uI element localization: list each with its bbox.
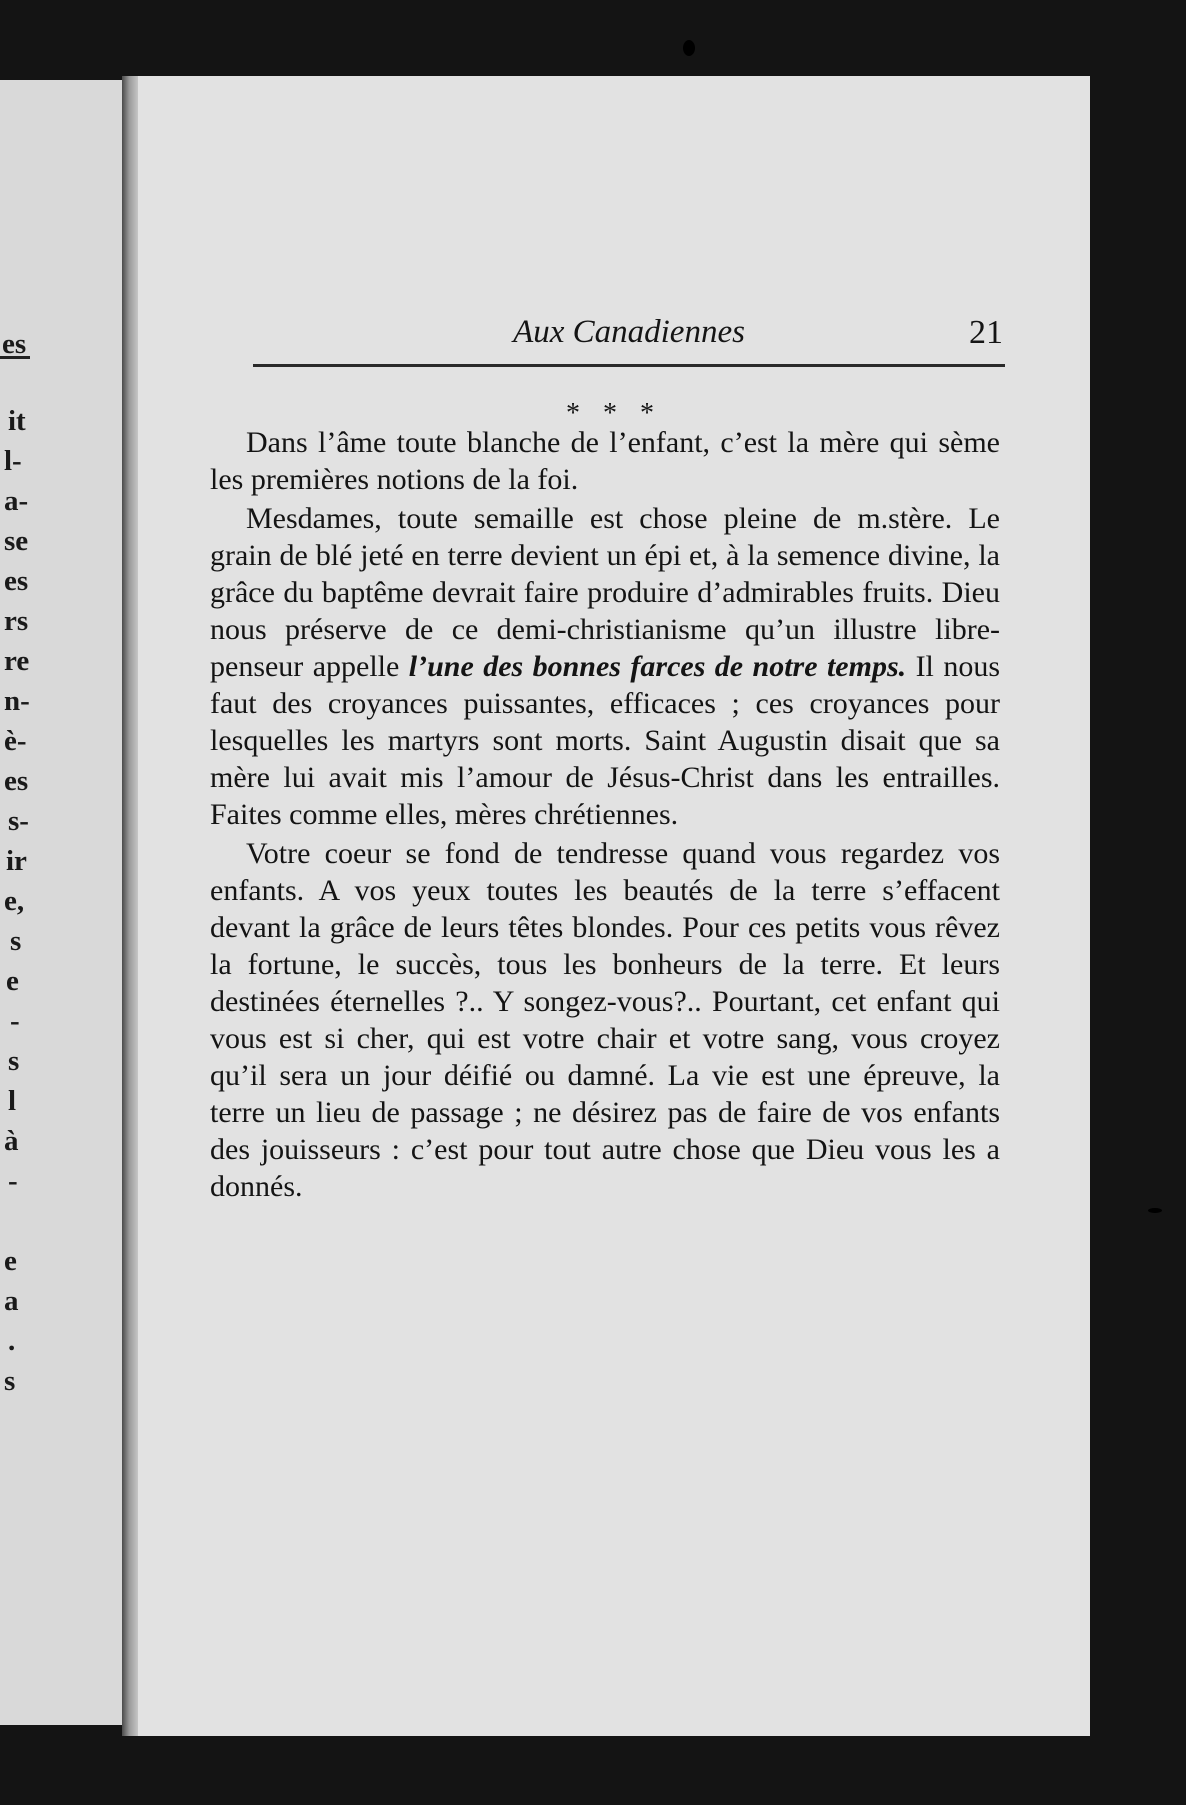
left-page-fragment: è- [4,725,27,757]
quoted-phrase: l’une des bonnes farces de notre temps. [408,650,907,683]
paragraph-1: Dans l’âme toute blanche de l’enfant, c’est la mère qui sème les premières notions de la foi. [210,426,1000,496]
left-page-fragment: à [4,1125,19,1157]
left-page-fragment: es [2,328,27,360]
left-page-fragment: . [8,1325,16,1357]
body-text [210,424,1000,1205]
left-page-fragment: it [8,405,26,437]
left-page-fragment: e, [4,885,25,917]
left-page-fragment: n- [4,685,30,717]
section-break: * * * [566,398,662,429]
left-page-fragment: - [8,1165,18,1197]
paragraph-3: Votre coeur se fond de tendresse quand vous regardez vos enfants. A vos yeux toutes les beautés de la terre s’effacent devant la grâce de leurs têtes blondes. Pour ces petits vous rêvez la fortune, le succès, tous les bonheurs de la terre. Et leurs destinées éternelles ?.. Y songez-vous?.. Pourtant, cet enfant qui vous est si cher, qui est votre chair et votre sang, vous croyez qu’il sera un jour déifié ou damné. La vie est une épreuve, la terre un lieu de passage ; ne désirez pas de faire de vos enfants des jouisseurs : c’est pour tout autre chose que Dieu vous les a donnés. [210,837,1000,1203]
left-page-fragment: a [4,1285,19,1317]
left-page-fragment: - [10,1005,20,1037]
left-page-fragment: s [10,925,22,957]
running-head [253,314,1005,366]
left-page-fragment: re [4,645,30,677]
header-rule [253,364,1005,367]
left-page-fragment: s [8,1045,20,1077]
paragraph-2-before: Mesdames, toute semaille est chose pleine de m.stère. Le grain de blé jeté en terre devient un épi et, à la semence divine, la grâce du baptême devrait faire produire d’admirables fruits. Dieu nous préserve de ce demi-christianisme qu’un illustre libre-penseur appelle [210,502,1000,683]
left-page-fragment: a- [4,485,29,517]
left-page-fragment: es [4,565,29,597]
left-page-fragment: se [4,525,29,557]
left-page-fragment: l [8,1085,17,1117]
left-page-fragment: rs [4,605,29,637]
left-page-fragment: es [4,765,29,797]
scan-speck [1148,1208,1162,1213]
paragraph-2 [210,500,1000,833]
scan-speck [683,40,695,56]
left-page-fragment: ir [6,845,27,877]
running-title: Aux Canadiennes [513,314,745,350]
paragraph-2-after: Il nous faut des croyances puissantes, efficaces ; ces croyances pour lesquelles les martyrs sont morts. Saint Augustin disait que sa mère lui avait mis l’amour de Jésus-Christ dans les entrailles. Faites comme elles, mères chrétiennes. [210,650,1000,831]
left-page-fragment: e [6,965,19,997]
left-page-fragment: s- [8,805,29,837]
left-page-fragment: e [4,1245,17,1277]
left-page-fragment: l- [4,445,22,477]
left-page-fragment: s [4,1365,16,1397]
page [138,76,1090,1736]
left-page-edge [0,80,122,1725]
page-number: 21 [969,314,1003,351]
